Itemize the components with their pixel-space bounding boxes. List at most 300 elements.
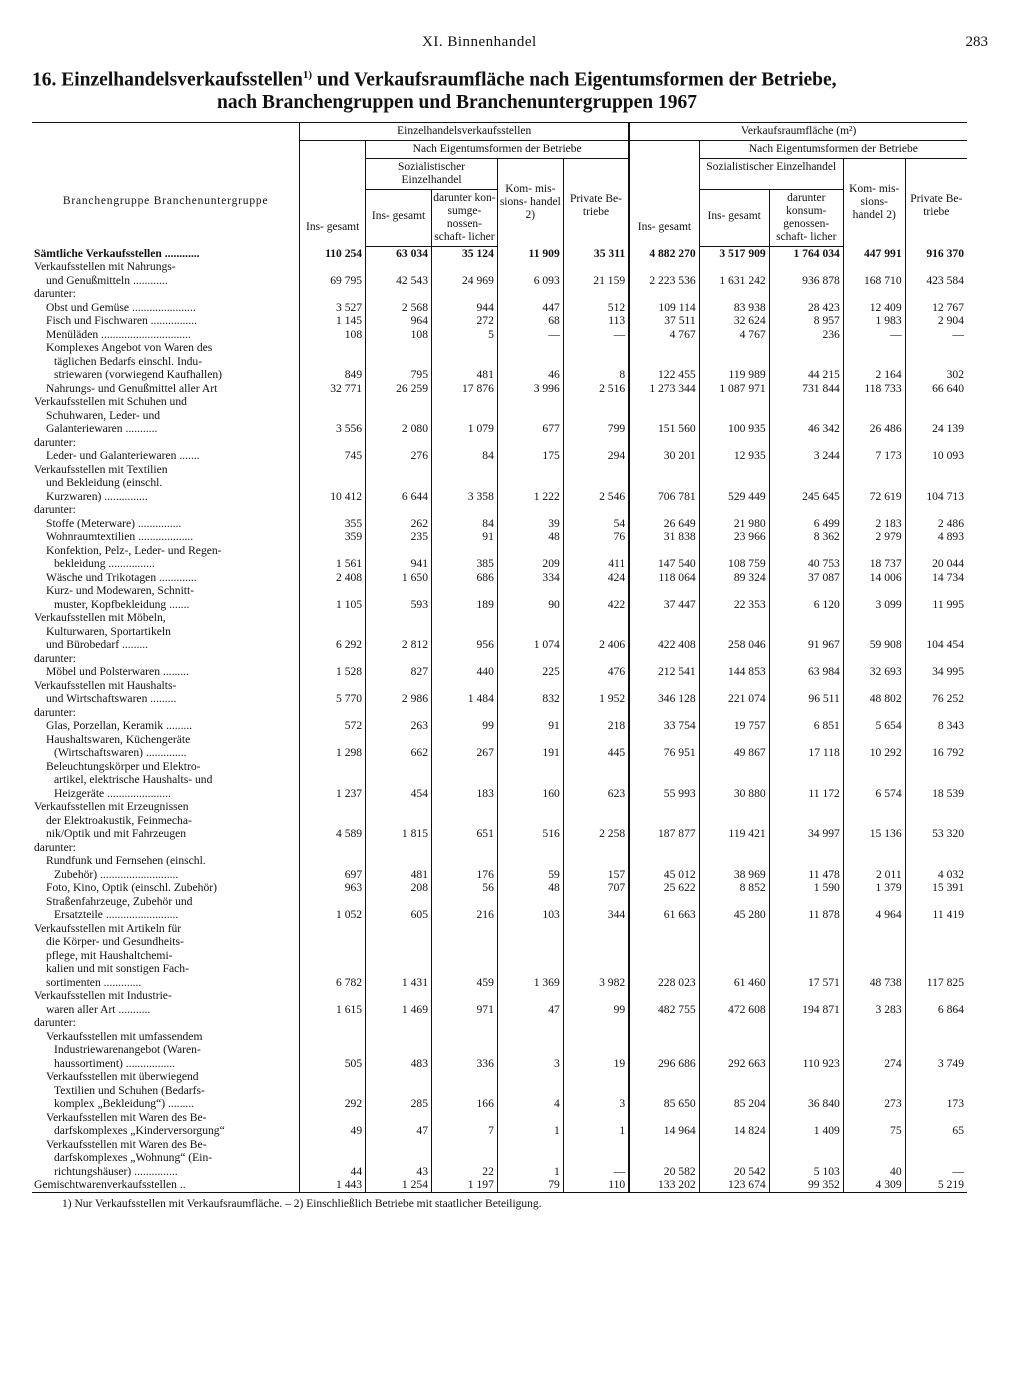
cell-col-6: 151 560 [629,422,699,436]
table-row [32,1138,967,1152]
cell-col-8 [769,409,843,423]
cell-col-9 [843,1084,905,1098]
cell-col-4: 225 [497,665,563,679]
cell-col-5 [563,989,629,1003]
table-row [32,881,967,895]
cell-col-7: 21 980 [699,517,769,531]
cell-col-6: 4 882 270 [629,246,699,260]
cell-col-2 [366,1138,432,1152]
cell-col-4: 334 [497,571,563,585]
cell-col-1 [300,652,366,666]
cell-col-5: 799 [563,422,629,436]
cell-col-9: 2 979 [843,530,905,544]
cell-col-3 [432,625,498,639]
table-body [32,246,967,1192]
cell-col-10: 15 391 [905,881,967,895]
cell-col-6 [629,1151,699,1165]
cell-col-2 [366,800,432,814]
cell-col-4 [497,1111,563,1125]
cell-col-2: 47 [366,1124,432,1138]
cell-col-1 [300,611,366,625]
cell-col-6: 20 582 [629,1165,699,1179]
row-label: Heizgeräte ...................... [54,786,171,800]
table-row [32,611,967,625]
socialist-header-area: Sozialistischer Einzelhandel [699,158,843,189]
col-area-private: Private Be- triebe [905,158,967,246]
row-label: Glas, Porzellan, Keramik ......... [46,719,193,732]
cell-col-2 [366,1070,432,1084]
cell-col-10: 66 640 [905,382,967,396]
cell-col-8: 40 753 [769,557,843,571]
cell-col-3 [432,1084,498,1098]
cell-col-8 [769,679,843,693]
cell-col-6 [629,679,699,693]
cell-col-7 [699,922,769,936]
cell-col-2 [366,935,432,949]
cell-col-1: 3 527 [300,301,366,315]
table-row [32,395,967,409]
cell-col-5: 623 [563,787,629,801]
cell-col-2 [366,760,432,774]
cell-col-8 [769,1111,843,1125]
cell-col-3 [432,1151,498,1165]
cell-col-3 [432,679,498,693]
cell-col-9: 2 011 [843,868,905,882]
cell-col-9: 1 379 [843,881,905,895]
cell-col-9 [843,706,905,720]
row-label: nik/Optik und mit Fahrzeugen [46,827,187,840]
cell-col-5: 411 [563,557,629,571]
cell-col-3: 944 [432,301,498,315]
row-label: sortimenten ............. [46,975,142,989]
cell-col-2: 941 [366,557,432,571]
table-row [32,436,967,450]
row-label: Kurz- und Modewaren, Schnitt- [46,584,195,597]
cell-col-2 [366,773,432,787]
cell-col-7 [699,355,769,369]
row-label: Möbel und Polsterwaren ......... [46,665,189,678]
cell-col-1: 44 [300,1165,366,1179]
cell-col-3 [432,733,498,747]
title-line2: nach Branchengruppen und Branchenuntergruppen 1967 [217,91,698,113]
cell-col-2 [366,503,432,517]
cell-col-5 [563,949,629,963]
cell-col-7: 108 759 [699,557,769,571]
cell-col-10: 8 343 [905,719,967,733]
cell-col-10: 2 486 [905,517,967,531]
page [32,30,988,1210]
cell-col-5 [563,544,629,558]
cell-col-9 [843,1070,905,1084]
cell-col-5 [563,1016,629,1030]
cell-col-2: 481 [366,868,432,882]
cell-col-1: 505 [300,1057,366,1071]
table-row [32,787,967,801]
table-row [32,773,967,787]
table-row [32,463,967,477]
cell-col-1 [300,841,366,855]
cell-col-1 [300,544,366,558]
cell-col-10 [905,625,967,639]
cell-col-9 [843,922,905,936]
table-row [32,800,967,814]
cell-col-7: 100 935 [699,422,769,436]
row-label: haussortiment) ................. [54,1056,176,1070]
cell-col-5: 110 [563,1178,629,1192]
cell-col-8 [769,989,843,1003]
cell-col-6: 4 767 [629,328,699,342]
table-row [32,314,967,328]
cell-col-10: 6 864 [905,1003,967,1017]
cell-col-3: 956 [432,638,498,652]
cell-col-4 [497,935,563,949]
cell-col-9 [843,854,905,868]
cell-col-5: 76 [563,530,629,544]
cell-col-3: 5 [432,328,498,342]
cell-col-4: 3 [497,1057,563,1071]
cell-col-10: 53 320 [905,827,967,841]
cell-col-1: 1 298 [300,746,366,760]
cell-col-6 [629,1030,699,1044]
cell-col-5: 422 [563,598,629,612]
cell-col-3 [432,395,498,409]
cell-col-7: 123 674 [699,1178,769,1192]
cell-col-5: 424 [563,571,629,585]
cell-col-2 [366,1030,432,1044]
cell-col-2: 208 [366,881,432,895]
table-row [32,1124,967,1138]
cell-col-9 [843,841,905,855]
cell-col-2: 2 080 [366,422,432,436]
cell-col-3 [432,652,498,666]
cell-col-5: 1 [563,1124,629,1138]
row-label: Konfektion, Pelz-, Leder- und Regen- [46,543,222,557]
cell-col-2: 964 [366,314,432,328]
cell-col-3: 99 [432,719,498,733]
cell-col-4: 48 [497,530,563,544]
cell-col-7 [699,1084,769,1098]
cell-col-10: 18 539 [905,787,967,801]
cell-col-5 [563,463,629,477]
cell-col-3 [432,611,498,625]
row-label: Menüläden ............................... [46,327,191,341]
cell-col-1: 110 254 [300,246,366,260]
cell-col-8 [769,706,843,720]
row-label: der Elektroakustik, Feinmecha- [46,813,192,827]
col-outlets-total: Ins- gesamt [300,140,366,246]
table-row [32,1111,967,1125]
cell-col-7 [699,260,769,274]
cell-col-1: 697 [300,868,366,882]
cell-col-6 [629,773,699,787]
cell-col-7 [699,611,769,625]
cell-col-9 [843,1030,905,1044]
cell-col-9 [843,962,905,976]
cell-col-4: 68 [497,314,563,328]
cell-col-6 [629,544,699,558]
row-label: Kurzwaren) ............... [46,489,148,503]
row-label: darunter: [34,1016,76,1029]
cell-col-3: 17 876 [432,382,498,396]
row-label: Foto, Kino, Optik (einschl. Zubehör) [46,881,217,894]
cell-col-7 [699,841,769,855]
cell-col-5: 157 [563,868,629,882]
row-label: (Wirtschaftswaren) .............. [54,746,187,759]
cell-col-10: 916 370 [905,246,967,260]
cell-col-7: 49 867 [699,746,769,760]
cell-col-7: 529 449 [699,490,769,504]
cell-col-3 [432,949,498,963]
cell-col-1 [300,1030,366,1044]
cell-col-8: 194 871 [769,1003,843,1017]
cell-col-3: 385 [432,557,498,571]
cell-col-8 [769,922,843,936]
cell-col-5 [563,1151,629,1165]
cell-col-1 [300,962,366,976]
cell-col-3 [432,287,498,301]
cell-col-2 [366,355,432,369]
cell-col-10: 4 032 [905,868,967,882]
cell-col-6 [629,949,699,963]
cell-col-2 [366,922,432,936]
cell-col-10 [905,1043,967,1057]
cell-col-2 [366,989,432,1003]
table-row [32,679,967,693]
cell-col-8 [769,260,843,274]
cell-col-7 [699,476,769,490]
col-area-commission: Kom- mis- sions- handel 2) [843,158,905,246]
cell-col-6 [629,341,699,355]
cell-col-5 [563,1030,629,1044]
cell-col-4: — [497,328,563,342]
cell-col-9: 75 [843,1124,905,1138]
cell-col-6: 122 455 [629,368,699,382]
cell-col-8: 91 967 [769,638,843,652]
cell-col-6 [629,706,699,720]
cell-col-6: 61 663 [629,908,699,922]
cell-col-4: 832 [497,692,563,706]
cell-col-5: 445 [563,746,629,760]
cell-col-6: 85 650 [629,1097,699,1111]
cell-col-7 [699,854,769,868]
cell-col-6: 482 755 [629,1003,699,1017]
table-row [32,989,967,1003]
cell-col-1 [300,476,366,490]
cell-col-7 [699,463,769,477]
cell-col-4 [497,355,563,369]
table-row [32,962,967,976]
cell-col-2: 263 [366,719,432,733]
cell-col-2 [366,395,432,409]
cell-col-3 [432,355,498,369]
cell-col-8 [769,287,843,301]
cell-col-9 [843,395,905,409]
cell-col-1 [300,773,366,787]
cell-col-4 [497,1084,563,1098]
cell-col-8: 5 103 [769,1165,843,1179]
cell-col-2 [366,260,432,274]
table-row [32,409,967,423]
cell-col-3 [432,841,498,855]
row-label: Wohnraumtextilien ................... [46,530,194,543]
table-row [32,719,967,733]
cell-col-8 [769,476,843,490]
table-row [32,652,967,666]
cell-col-6 [629,935,699,949]
cell-col-2: 276 [366,449,432,463]
cell-col-5: 476 [563,665,629,679]
cell-col-7: 32 624 [699,314,769,328]
cell-col-6 [629,652,699,666]
table-row [32,328,967,342]
cell-col-5: 2 406 [563,638,629,652]
cell-col-6: 45 012 [629,868,699,882]
cell-col-5: 35 311 [563,246,629,260]
row-label: Verkaufsstellen mit Textilien [34,462,168,476]
table-row [32,706,967,720]
cell-col-2: 235 [366,530,432,544]
cell-col-10 [905,949,967,963]
cell-col-4 [497,611,563,625]
cell-col-9: 168 710 [843,274,905,288]
cell-col-8 [769,773,843,787]
cell-col-10: 24 139 [905,422,967,436]
cell-col-6: 228 023 [629,976,699,990]
row-label: Verkaufsstellen mit umfassendem [46,1029,203,1043]
cell-col-8: 34 997 [769,827,843,841]
col-outlets-socialist-total: Ins- gesamt [366,189,432,246]
cell-col-3 [432,409,498,423]
cell-col-6: 25 622 [629,881,699,895]
cell-col-9 [843,463,905,477]
cell-col-8 [769,854,843,868]
cell-col-4 [497,773,563,787]
cell-col-4: 103 [497,908,563,922]
cell-col-7 [699,1043,769,1057]
cell-col-9: — [843,328,905,342]
cell-col-7 [699,1016,769,1030]
cell-col-7: 119 421 [699,827,769,841]
group-header-outlets: Einzelhandelsverkaufsstellen [300,122,629,140]
cell-col-2: 1 431 [366,976,432,990]
cell-col-4: 39 [497,517,563,531]
cell-col-4: 48 [497,881,563,895]
cell-col-7 [699,1138,769,1152]
cell-col-10: 16 792 [905,746,967,760]
cell-col-4 [497,922,563,936]
cell-col-7 [699,814,769,828]
cell-col-7: 89 324 [699,571,769,585]
cell-col-2: 454 [366,787,432,801]
cell-col-8: 36 840 [769,1097,843,1111]
cell-col-4: 160 [497,787,563,801]
cell-col-10 [905,1016,967,1030]
cell-col-1: 355 [300,517,366,531]
cell-col-8 [769,584,843,598]
cell-col-1: 963 [300,881,366,895]
cell-col-9: 26 486 [843,422,905,436]
table-number: 16. [32,69,57,91]
cell-col-5: 1 952 [563,692,629,706]
cell-col-2 [366,1084,432,1098]
row-label: Verkaufsstellen mit Nahrungs- [34,260,176,273]
cell-col-3: 189 [432,598,498,612]
cell-col-8 [769,341,843,355]
cell-col-9 [843,503,905,517]
cell-col-2: 1 815 [366,827,432,841]
cell-col-4: 91 [497,719,563,733]
table-row [32,382,967,396]
cell-col-6: 346 128 [629,692,699,706]
cell-col-3 [432,706,498,720]
cell-col-2: 262 [366,517,432,531]
cell-col-7 [699,1070,769,1084]
cell-col-7 [699,935,769,949]
row-label: Sämtliche Verkaufsstellen ............ [34,246,200,260]
cell-col-8 [769,611,843,625]
cell-col-7: 61 460 [699,976,769,990]
cell-col-4 [497,679,563,693]
cell-col-1 [300,814,366,828]
cell-col-1 [300,800,366,814]
cell-col-7: 1 631 242 [699,274,769,288]
cell-col-1: 1 443 [300,1178,366,1192]
cell-col-9: 10 292 [843,746,905,760]
cell-col-10 [905,922,967,936]
cell-col-10 [905,476,967,490]
cell-col-8: 110 923 [769,1057,843,1071]
cell-col-2: 605 [366,908,432,922]
cell-col-5 [563,1043,629,1057]
cell-col-1: 32 771 [300,382,366,396]
cell-col-8: 8 362 [769,530,843,544]
cell-col-5 [563,395,629,409]
row-label: und Bürobedarf ......... [46,638,149,651]
cell-col-3 [432,922,498,936]
cell-col-8 [769,895,843,909]
row-label: und Wirtschaftswaren ......... [46,692,177,705]
cell-col-1 [300,260,366,274]
cell-col-10: 11 995 [905,598,967,612]
cell-col-10 [905,503,967,517]
cell-col-9: 59 908 [843,638,905,652]
cell-col-8 [769,1016,843,1030]
cell-col-10 [905,463,967,477]
cell-col-7 [699,989,769,1003]
cell-col-7 [699,625,769,639]
row-label: Leder- und Galanteriewaren ....... [46,449,200,462]
table-row [32,854,967,868]
cell-col-6 [629,287,699,301]
cell-col-4: 59 [497,868,563,882]
cell-col-7 [699,760,769,774]
cell-col-3: 459 [432,976,498,990]
cell-col-6: 55 993 [629,787,699,801]
cell-col-9 [843,287,905,301]
cell-col-4: 6 093 [497,274,563,288]
cell-col-3 [432,436,498,450]
cell-col-4: 1 369 [497,976,563,990]
cell-col-5: 294 [563,449,629,463]
row-label: Textilien und Schuhen (Bedarfs- [54,1083,205,1097]
cell-col-5 [563,409,629,423]
cell-col-2 [366,409,432,423]
cell-col-1 [300,395,366,409]
table-row [32,260,967,274]
cell-col-3: 336 [432,1057,498,1071]
cell-col-2: 6 644 [366,490,432,504]
cell-col-5 [563,503,629,517]
